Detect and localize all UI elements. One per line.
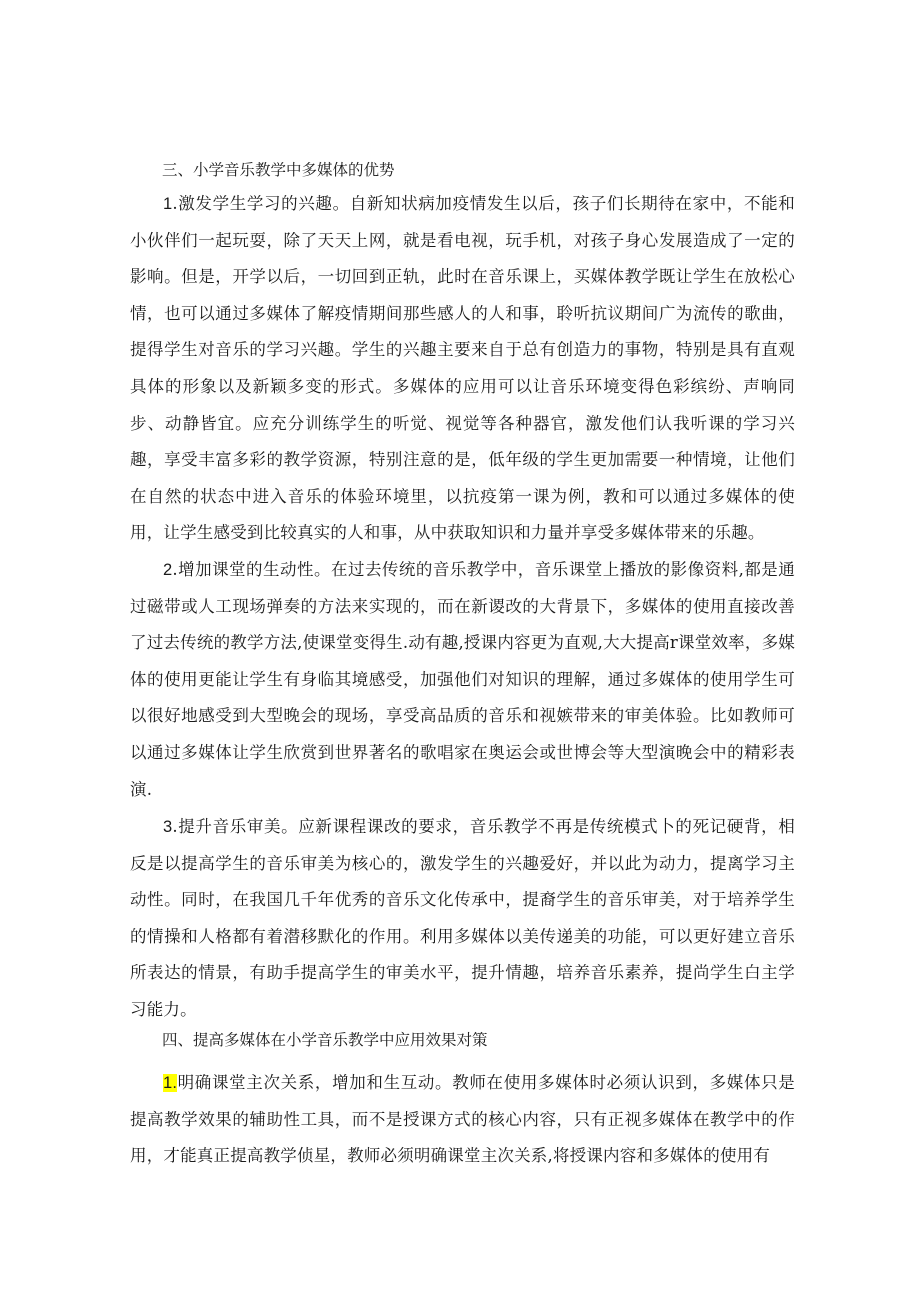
paragraph-4 bbox=[130, 1065, 795, 1175]
paragraph-3-text: .提升音乐审美。应新课程课改的要求，音乐教学不再是传统模式卜的死记硬背，相反是以提高学生的音乐审美为核心的，激发学生的兴趣爱好，并以此为动力，提离学习主动性。同时，在我国几千年优秀的音乐文化传承中，提裔学生的音乐审美，对于培养学生的情操和人格都有着潜移默化的作用。利用多媒体以美传递美的功能，可以更好建立音乐所表达的情景，有助手提高学生的审美水平，提升情趣，培养音乐素养，提尚学生白主学习能力。 bbox=[130, 817, 795, 1019]
paragraph-4-text: 明确课堂主次关系，增加和生互动。教师在使用多媒体时必须认识到，多媒体只是提高教学效果的辅助性工具，而不是授课方式的核心内容，只有正视多媒体在教学中的作用，才能真正提高教学侦星，教师必须明确课堂主次关系,将授课内容和多媒体的使用有 bbox=[130, 1073, 795, 1166]
paragraph-2-text: .增加课堂的生动性。在过去传统的音乐教学中，音乐课堂上播放的影像资料,都是通过磁带或人工现场弹奏的方法来实现的，而在新谡改的大背景下，多媒体的使用直接改善了过去传统的教学方法,使课堂变得生.动有趣,授课内容更为直观,大大提高r课堂效率，多媒体的使用更能让学生有身临其境感受，加强他们对知识的理解，通过多媒体的使用学生可以很好地感受到大型晚会的现场，享受高品质的音乐和视嫉带来的审美体验。比如教师可以通过多媒体让学生欣赏到世界著名的歌唱家在奥运会或世博会等大型演晚会中的精彩表演. bbox=[130, 560, 795, 799]
paragraph-3 bbox=[130, 809, 795, 1029]
section-heading-4: 四、提高多媒体在小学音乐教学中应用效果对策 bbox=[162, 1031, 488, 1049]
paragraph-1-text: .激发学生学习的兴趣。自新知状病加疫情发生以后，孩子们长期待在家中，不能和小伙伴们一起玩耍，除了天天上网，就是看电视，玩手机，对孩子身心发展造成了一定的影响。但是，开学以后，一切回到正轨，此时在音乐课上，买媒体教学既让学生在放松心情，也可以通过多媒体了解疫情期间那些感人的人和事，聆听抗议期间广为流传的歌曲，提得学生对音乐的学习兴趣。学生的兴趣主要来自于总有创造力的事物，特别是具有直观具体的形象以及新颖多变的形式。多媒体的应用可以让音乐环境变得色彩缤纷、声响同步、动静皆宜。应充分训练学生的听觉、视觉等各种器官，激发他们认我听课的学习兴趣，享受丰富多彩的教学资源，特别注意的是，低年级的学生更加需要一种情境，让他们在自然的状态中进入音乐的体验环境里，以抗疫第一课为例，教和可以通过多媒体的使用，让学生感受到比较真实的人和事，从中获取知识和力量并享受多媒体带来的乐趣。 bbox=[130, 194, 795, 543]
paragraph-3-number: 3 bbox=[163, 818, 173, 836]
section-heading-3: 三、小学音乐教学中多媒体的优势 bbox=[162, 161, 395, 179]
paragraph-4-number-highlight: 1. bbox=[163, 1074, 178, 1092]
paragraph-2 bbox=[130, 552, 795, 808]
paragraph-2-number: 2 bbox=[163, 561, 173, 579]
paragraph-1-number: 1 bbox=[163, 195, 173, 213]
paragraph-1 bbox=[130, 186, 795, 552]
